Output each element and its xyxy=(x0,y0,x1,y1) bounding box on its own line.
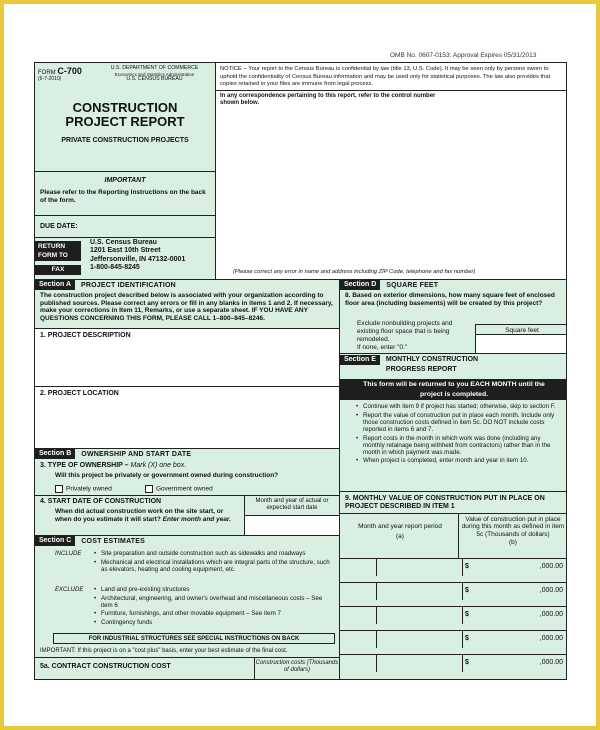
monthly-value-table xyxy=(340,558,567,680)
form-title: CONSTRUCTION PROJECT REPORT xyxy=(65,100,185,129)
government-owned-checkbox[interactable] xyxy=(145,485,153,493)
section-b-header: Section B OWNERSHIP AND START DATE xyxy=(35,449,339,459)
agency-block: U.S. DEPARTMENT OF COMMERCE Economics and Statistics Administration U.S. CENSUS BUREAU xyxy=(110,65,199,83)
include-item: • Mechanical and electrical installations which are integral parts of the structure, such as elevators, heating and cooling equipment, etc. xyxy=(93,559,333,573)
form-id: FORM C-700 (6-7-2010) xyxy=(38,66,82,82)
contract-cost-label: 5a. CONTRACT CONSTRUCTION COST xyxy=(40,663,171,670)
exclude-item: • Architectural, engineering, and owner's overhead and miscellaneous costs – See item 6 xyxy=(93,595,333,609)
start-date-input[interactable] xyxy=(245,515,339,536)
section-e-instructions xyxy=(355,403,563,466)
table-row: $ ,000.00 xyxy=(340,654,567,672)
important-heading: IMPORTANT xyxy=(104,177,146,184)
fax-label: FAX xyxy=(35,265,81,275)
instruction-item: • Report the value of construction put in place each month. Include only those construction costs defined in item 5c. DO NOT include costs reported in items 6 and 7. xyxy=(355,412,563,433)
correspondence-note: In any correspondence pertaining to this report, refer to the control number shown below. xyxy=(220,93,436,107)
square-feet-input[interactable] xyxy=(475,335,567,353)
exclude-item: • Contingency funds xyxy=(93,619,333,626)
industrial-note: FOR INDUSTRIAL STRUCTURES SEE SPECIAL INSTRUCTIONS ON BACK xyxy=(53,633,335,644)
month-cell-prefix[interactable] xyxy=(340,583,377,600)
privately-owned-checkbox[interactable] xyxy=(55,485,63,493)
start-date-column-label: Month and year of actual or expected start date xyxy=(255,498,329,511)
instruction-item: • When project is completed, enter month and year in item 10. xyxy=(355,457,563,464)
start-date-label: 4. START DATE OF CONSTRUCTION xyxy=(40,498,162,505)
month-cell[interactable] xyxy=(376,655,463,672)
ownership-question: Will this project be privately or government owned during construction? xyxy=(55,472,279,479)
correct-address-note: (Please correct any error in name and address including ZIP Code, telephone and fax number) xyxy=(233,269,476,275)
exclude-item: • Furniture, furnishings, and other movable equipment – See item 7 xyxy=(93,610,333,617)
table-row: $ ,000.00 xyxy=(340,558,567,576)
month-cell-prefix[interactable] xyxy=(340,655,377,672)
exclude-item: • Land and pre-existing structures xyxy=(93,586,333,593)
include-label: INCLUDE xyxy=(55,551,82,557)
section-d-header: Section D SQUARE FEET xyxy=(340,280,567,290)
square-feet-none: If none, enter "0." xyxy=(357,344,408,351)
section-a-intro: The construction project described below is associated with your organization according to published sources. Please correct any errors or fill in any blanks in items 1 and 2. If necessary, make your corrections in Item 11, Remarks, or use a separate sheet. IF YOU HAVE ANY QUESTIONS CONCERNING THIS FORM, PLEASE CALL 1–800–845–8246. xyxy=(40,292,333,322)
month-cell-prefix[interactable] xyxy=(340,607,377,624)
month-cell[interactable] xyxy=(376,583,463,600)
exclude-label: EXCLUDE xyxy=(55,587,84,593)
section-a-header: Section A PROJECT IDENTIFICATION xyxy=(35,280,339,290)
square-feet-label: Square feet xyxy=(475,324,567,335)
start-date-question: When did actual construction work on the site start, or when do you estimate it will start? Enter month and year. xyxy=(55,508,231,523)
monthly-value-label: 9. MONTHLY VALUE OF CONSTRUCTION PUT IN PLACE ON PROJECT DESCRIBED IN ITEM 1 xyxy=(345,495,545,511)
value-cell[interactable]: ,000.00 xyxy=(539,635,563,642)
project-description-field[interactable] xyxy=(35,328,339,387)
value-cell[interactable]: ,000.00 xyxy=(539,611,563,618)
government-owned-option[interactable]: Government owned xyxy=(145,485,213,493)
instruction-item: • Continue with item 9 if project has started; otherwise, skip to section F. xyxy=(355,403,563,410)
exclude-list xyxy=(93,586,333,628)
omb-number: OMB No. 0607-0153: Approval Expires 05/31/2013 xyxy=(390,52,537,59)
contract-cost-column-label: Construction costs (Thousands of dollars) xyxy=(255,660,339,673)
month-cell-prefix[interactable] xyxy=(340,559,377,576)
include-list xyxy=(93,550,333,574)
square-feet-question: 8. Based on exterior dimensions, how many square feet of enclosed floor area (including basements) will be created by this project? xyxy=(345,292,555,307)
table-row: $ ,000.00 xyxy=(340,630,567,648)
table-row: $ ,000.00 xyxy=(340,606,567,624)
census-form xyxy=(34,62,567,680)
ownership-label: 3. TYPE OF OWNERSHIP – Mark (X) one box. xyxy=(40,462,187,469)
month-cell[interactable] xyxy=(376,559,463,576)
instruction-item: • Report costs in the month in which work was done (including any monthly retainage being withheld from contractors) rather than in the month in which payment was made. xyxy=(355,435,563,456)
include-item: • Site preparation and outside construction such as sidewalks and roadways xyxy=(93,550,333,557)
section-e-header: Section E MONTHLY CONSTRUCTION PROGRESS REPORT xyxy=(340,355,567,375)
column-a-header: Month and year report period (a) xyxy=(358,523,442,540)
return-address: U.S. Census Bureau 1201 East 10th Street Jeffersonville, IN 47132-0001 1-800-845-8245 xyxy=(90,239,186,272)
project-location-field[interactable] xyxy=(35,386,339,449)
project-description-label: 1. PROJECT DESCRIPTION xyxy=(40,332,131,339)
return-form-label: RETURN FORM TO xyxy=(35,241,81,261)
value-cell[interactable]: ,000.00 xyxy=(539,587,563,594)
table-row: $ ,000.00 xyxy=(340,582,567,600)
square-feet-exclude: Exclude nonbuilding projects and existing floor space that is being remodeled. xyxy=(357,320,453,343)
section-c-header: Section C COST ESTIMATES xyxy=(35,536,339,546)
value-cell[interactable]: ,000.00 xyxy=(539,659,563,666)
value-cell[interactable]: ,000.00 xyxy=(539,563,563,570)
month-cell-prefix[interactable] xyxy=(340,631,377,648)
project-location-label: 2. PROJECT LOCATION xyxy=(40,390,119,397)
privately-owned-option[interactable]: Privately owned xyxy=(55,485,112,493)
month-cell[interactable] xyxy=(376,607,463,624)
monthly-banner: This form will be returned to you EACH MONTH until the project is completed. xyxy=(340,379,567,400)
column-b-header: Value of construction put in place during this month as defined in item 5c (Thousands of dollars) (b) xyxy=(461,516,565,547)
due-date-label: DUE DATE: xyxy=(40,223,78,230)
important-text: Please refer to the Reporting Instructions on the back of the form. xyxy=(40,189,206,204)
month-cell[interactable] xyxy=(376,631,463,648)
form-subtitle: PRIVATE CONSTRUCTION PROJECTS xyxy=(61,137,189,144)
confidentiality-notice: NOTICE – Your report to the Census Bureau is confidential by law (title 13, U.S. Code). It may be seen only by persons sworn to uphold the confidentiality of Census Bureau information and may be used only for statistical purposes. The law also provides that copies retained in your files are immune from legal process. xyxy=(220,66,551,88)
cost-plus-note: IMPORTANT: If this project is on a "cost plus" basis, enter your best estimate of the final cost. xyxy=(40,648,288,654)
